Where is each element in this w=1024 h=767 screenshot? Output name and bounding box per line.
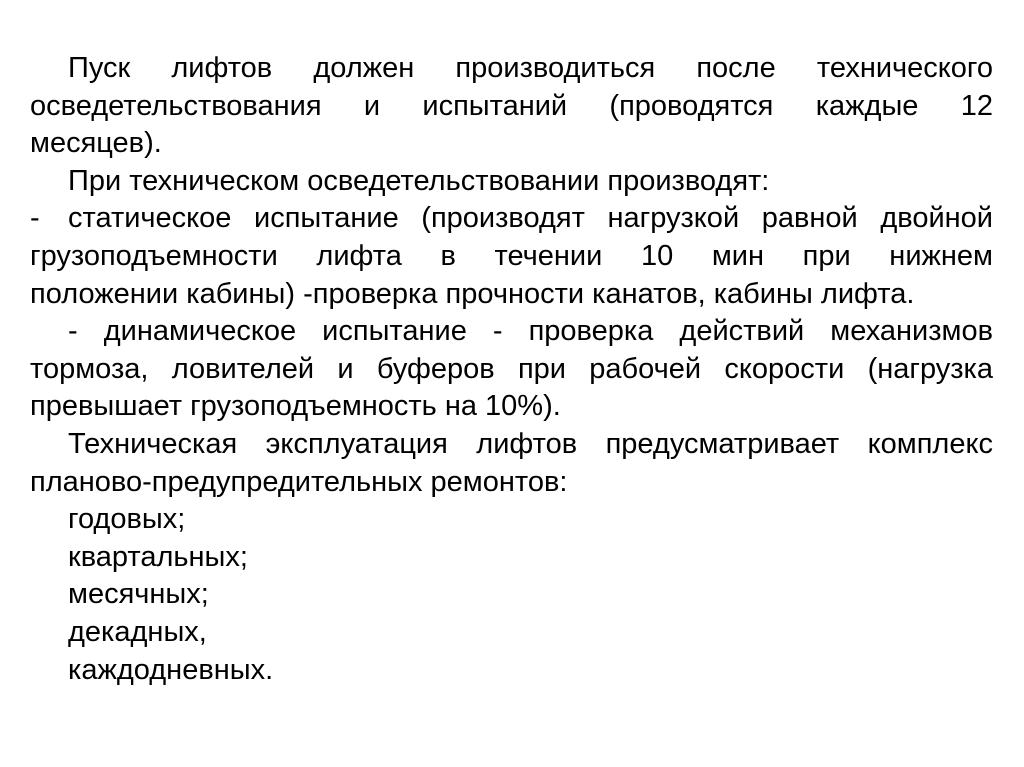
text-line: Пуск лифтов должен производиться после технического (68, 52, 993, 84)
text-line: превышает грузоподъемность на 10%). (30, 390, 561, 423)
text-line: тормоза, ловителей и буферов при рабочей скорости (нагрузка (30, 352, 993, 385)
slide-text-block (30, 50, 993, 689)
text-line: планово-предупредительных ремонтов: (30, 465, 568, 498)
text-line: - динамическое испытание - проверка действий механизмов (68, 315, 993, 348)
text-line: Техническая эксплуатация лифтов предусматривает комплекс (68, 427, 993, 460)
list-item: декадных, (68, 615, 207, 648)
list-item: месячных; (68, 578, 209, 611)
line-text: статическое испытание (производят нагрузкой равной двойной (68, 202, 993, 235)
text-line: При техническом осведетельствовании производят: (68, 164, 770, 197)
text-line: грузоподъемности лифта в течении 10 мин при нижнем (30, 239, 993, 272)
text-line: положении кабины) -проверка прочности канатов, кабины лифта. (30, 277, 915, 310)
list-item: годовых; (68, 503, 186, 536)
text-line (30, 200, 993, 238)
list-item: каждодневных. (68, 653, 274, 686)
text-line: месяцев). (30, 127, 162, 160)
text-line: осведетельствования и испытаний (проводятся каждые 12 (30, 89, 993, 122)
dash-marker: - (30, 202, 40, 235)
list-item: квартальных; (68, 540, 248, 573)
